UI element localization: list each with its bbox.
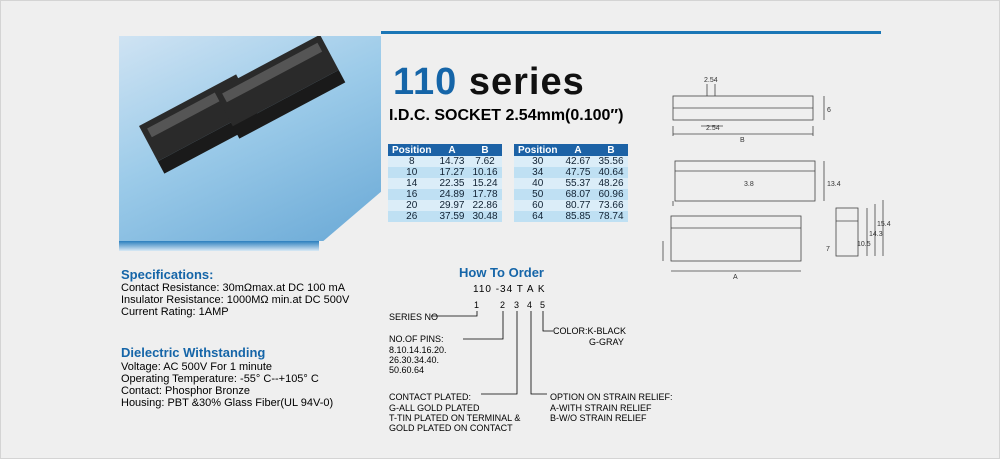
series-word: series bbox=[468, 61, 585, 103]
contact-option: GOLD PLATED ON CONTACT bbox=[389, 423, 513, 433]
dim-pitch: 2.54 bbox=[704, 77, 718, 84]
dielectric-line: Voltage: AC 500V For 1 minute bbox=[121, 361, 273, 373]
cell-position: 10 bbox=[388, 167, 435, 178]
table-row bbox=[388, 156, 502, 167]
table-row bbox=[388, 167, 502, 178]
top-rule bbox=[381, 31, 881, 34]
cell-a: 85.85 bbox=[561, 211, 594, 222]
dim-pitch-2: 2.54 bbox=[706, 125, 720, 132]
cell-b: 48.26 bbox=[594, 178, 627, 189]
table-row bbox=[514, 167, 628, 178]
product-photo bbox=[119, 36, 381, 241]
cell-position: 50 bbox=[514, 189, 561, 200]
dielectric-line: Contact: Phosphor Bronze bbox=[121, 385, 251, 397]
pins-values: 26.30.34.40. bbox=[389, 355, 440, 365]
dielectric-heading: Dielectric Withstanding bbox=[121, 345, 266, 360]
contact-option: G-ALL GOLD PLATED bbox=[389, 403, 480, 413]
cell-a: 17.27 bbox=[435, 167, 468, 178]
col-b: B bbox=[468, 144, 501, 156]
table-row bbox=[388, 189, 502, 200]
cell-a: 80.77 bbox=[561, 200, 594, 211]
cell-b: 40.64 bbox=[594, 167, 627, 178]
cell-a: 14.73 bbox=[435, 156, 468, 167]
dim-14-3: 14.3 bbox=[869, 231, 883, 238]
photo-accent-bar bbox=[119, 241, 319, 251]
option-label: OPTION ON STRAIN RELIEF: bbox=[550, 392, 673, 402]
table-row bbox=[514, 156, 628, 167]
cell-a: 42.67 bbox=[561, 156, 594, 167]
dim-13-4: 13.4 bbox=[827, 181, 841, 188]
dim-10-5: 10.5 bbox=[857, 241, 871, 248]
cell-position: 26 bbox=[388, 211, 435, 222]
cell-b: 73.66 bbox=[594, 200, 627, 211]
option-value: B-W/O STRAIN RELIEF bbox=[550, 413, 647, 423]
cell-a: 55.37 bbox=[561, 178, 594, 189]
spec-line: Contact Resistance: 30mΩmax.at DC 100 mA bbox=[121, 282, 346, 294]
cell-b: 78.74 bbox=[594, 211, 627, 222]
cell-b: 7.62 bbox=[468, 156, 501, 167]
col-a: A bbox=[435, 144, 468, 156]
position-table-right bbox=[514, 144, 628, 222]
subtitle: I.D.C. SOCKET 2.54mm(0.100″) bbox=[389, 107, 624, 124]
code-digit-1: 1 bbox=[474, 300, 480, 310]
cell-a: 29.97 bbox=[435, 200, 468, 211]
cell-b: 17.78 bbox=[468, 189, 501, 200]
dim-6: 6 bbox=[827, 107, 831, 114]
cell-a: 24.89 bbox=[435, 189, 468, 200]
cell-a: 37.59 bbox=[435, 211, 468, 222]
series-no-label: SERIES NO bbox=[389, 312, 439, 322]
col-position: Position bbox=[388, 144, 435, 156]
order-code: 110 -34 T A K bbox=[473, 284, 546, 295]
dim-7: 7 bbox=[826, 246, 830, 253]
cell-b: 30.48 bbox=[468, 211, 501, 222]
cell-position: 20 bbox=[388, 200, 435, 211]
table-row bbox=[388, 200, 502, 211]
cell-position: 34 bbox=[514, 167, 561, 178]
specifications-heading: Specifications: bbox=[121, 267, 214, 282]
col-a: A bbox=[561, 144, 594, 156]
dielectric-line: Operating Temperature: -55° C--+105° C bbox=[121, 373, 319, 385]
spec-line: Current Rating: 1AMP bbox=[121, 306, 229, 318]
how-to-order-heading: How To Order bbox=[459, 265, 544, 280]
cell-b: 15.24 bbox=[468, 178, 501, 189]
dim-3-8: 3.8 bbox=[744, 181, 754, 188]
cell-position: 60 bbox=[514, 200, 561, 211]
table-row bbox=[514, 178, 628, 189]
cell-position: 40 bbox=[514, 178, 561, 189]
pins-values: 50.60.64 bbox=[389, 365, 425, 375]
cell-a: 68.07 bbox=[561, 189, 594, 200]
cell-position: 30 bbox=[514, 156, 561, 167]
col-position: Position bbox=[514, 144, 561, 156]
option-value: A-WITH STRAIN RELIEF bbox=[550, 403, 652, 413]
cell-a: 47.75 bbox=[561, 167, 594, 178]
dielectric-line: Housing: PBT &30% Glass Fiber(UL 94V-0) bbox=[121, 397, 334, 409]
table-row bbox=[388, 211, 502, 222]
connector-illustration bbox=[119, 36, 381, 241]
dim-b: B bbox=[740, 137, 745, 144]
color-label: COLOR:K-BLACK bbox=[553, 326, 627, 336]
cell-position: 8 bbox=[388, 156, 435, 167]
table-row bbox=[514, 189, 628, 200]
dim-15-4: 15.4 bbox=[877, 221, 891, 228]
position-table-left bbox=[388, 144, 502, 222]
cell-position: 64 bbox=[514, 211, 561, 222]
series-title bbox=[393, 61, 585, 104]
table-row bbox=[388, 178, 502, 189]
spec-line: Insulator Resistance: 1000MΩ min.at DC 500V bbox=[121, 294, 350, 306]
table-row bbox=[514, 200, 628, 211]
contact-label: CONTACT PLATED: bbox=[389, 392, 472, 402]
col-b: B bbox=[594, 144, 627, 156]
code-digit-5: 5 bbox=[540, 300, 546, 310]
code-digit-2: 2 bbox=[500, 300, 506, 310]
technical-drawing bbox=[661, 76, 891, 291]
cell-position: 14 bbox=[388, 178, 435, 189]
dim-a: A bbox=[733, 274, 738, 281]
cell-b: 60.96 bbox=[594, 189, 627, 200]
series-number: 110 bbox=[393, 61, 458, 103]
table-row bbox=[514, 211, 628, 222]
color-option: G-GRAY bbox=[589, 337, 624, 347]
cell-b: 22.86 bbox=[468, 200, 501, 211]
cell-a: 22.35 bbox=[435, 178, 468, 189]
contact-option: T-TIN PLATED ON TERMINAL & bbox=[389, 413, 521, 423]
cell-b: 10.16 bbox=[468, 167, 501, 178]
pins-label: NO.OF PINS: bbox=[389, 334, 444, 344]
code-digit-4: 4 bbox=[527, 300, 533, 310]
pins-values: 8.10.14.16.20. bbox=[389, 345, 447, 355]
cell-b: 35.56 bbox=[594, 156, 627, 167]
cell-position: 16 bbox=[388, 189, 435, 200]
code-digit-3: 3 bbox=[514, 300, 520, 310]
